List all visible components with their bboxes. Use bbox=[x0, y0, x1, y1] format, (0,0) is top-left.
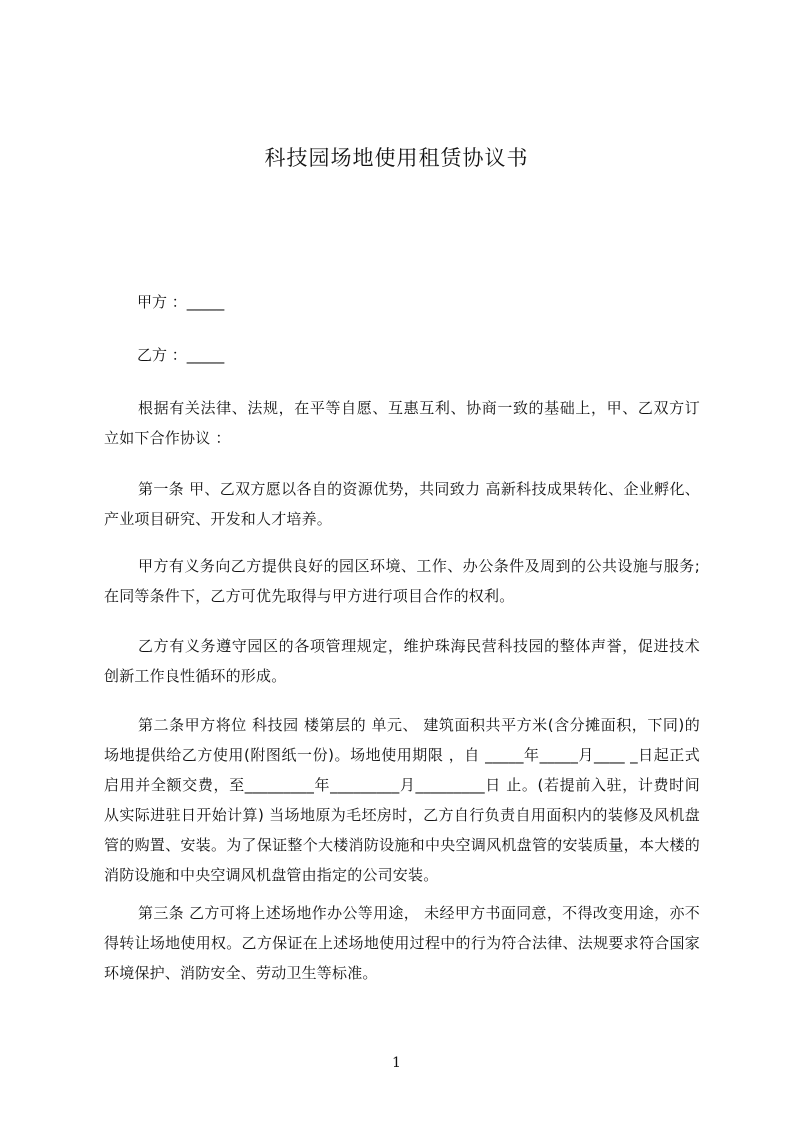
party-b-line: 乙方 ：_____ bbox=[137, 346, 225, 364]
article-1-paragraph: 第一条 甲、乙双方愿以各自的资源优势，共同致力 高新科技成果转化、企业孵化、产业项目研究、开发和人才培养。 bbox=[104, 480, 700, 528]
preamble-paragraph: 根据有关法律、法规，在平等自愿、互惠互利、协商一致的基础上，甲、乙双方订立如下合作协议 ： bbox=[104, 399, 700, 447]
article-2-paragraph: 第二条甲方将位 科技园 楼第层的 单元、 建筑面积共平方米(含分摊面积，下同)的场地提供给乙方使用(附图纸一份)。场地使用期限 ，自 _____年_____月____ _日起正式启用并全额交费，至_________年_________月_________日 止。(若提前入驻，计费时间从实际进驻日开始计算) 当场地原为毛坯房时，乙方自行负责自用面积内的装修及风机盘管的购置、安装。为了保证整个大楼消防设施和中央空调风机盘管的安装质量，本大楼的消防设施和中央空调风机盘管由指定的公司安装。 bbox=[104, 716, 700, 884]
party-a-line: 甲方 ：_____ bbox=[137, 293, 225, 311]
page-number: 1 bbox=[392, 1055, 401, 1071]
article-3-paragraph: 第三条 乙方可将上述场地作办公等用途， 未经甲方书面同意，不得改变用途，亦不得转让场地使用权。乙方保证在上述场地使用过程中的行为符合法律、法规要求符合国家环境保护、消防安全、劳动卫生等标准。 bbox=[104, 904, 700, 982]
party-b-obligations-paragraph: 乙方有义务遵守园区的各项管理规定，维护珠海民营科技园的整体声誉，促进技术创新工作良性循环的形成。 bbox=[104, 637, 700, 685]
document-title: 科技园场地使用租赁协议书 bbox=[264, 146, 529, 170]
party-a-obligations-paragraph: 甲方有义务向乙方提供良好的园区环境、工作、办公条件及周到的公共设施与服务;在同等条件下，乙方可优先取得与甲方进行项目合作的权利。 bbox=[104, 557, 700, 605]
